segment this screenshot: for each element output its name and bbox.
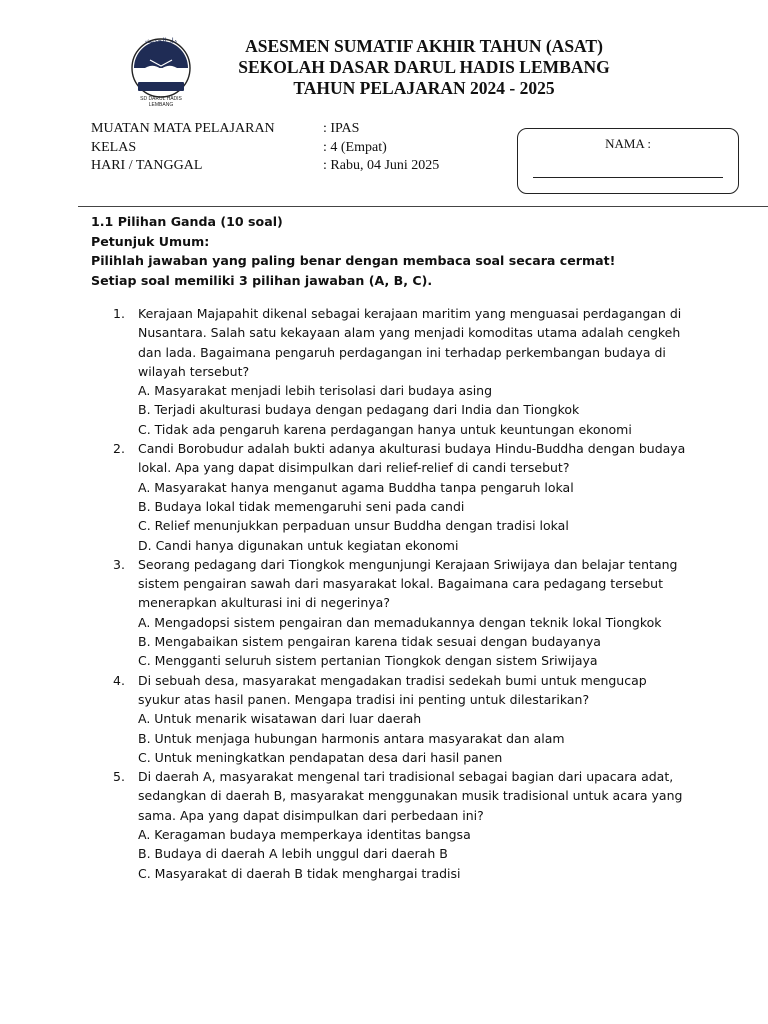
question-number: 5.	[113, 769, 125, 785]
question-text: Kerajaan Majapahit dikenal sebagai kerajaan maritim yang menguasai perdagangan di Nusantara. Salah satu kekayaan alam yang menjadi komoditas utama adalah cengkeh dan lada. Bagaimana pengaruh perdagangan ini terhadap perkembangan budaya di wilayah tersebut?	[138, 306, 682, 379]
question-list	[91, 304, 691, 883]
answer-option[interactable]: A. Untuk menarik wisatawan dari luar daerah	[138, 711, 422, 727]
answer-option[interactable]: A. Keragaman budaya memperkaya identitas bangsa	[138, 827, 471, 843]
info-value: : 4 (Empat)	[323, 139, 387, 155]
question-number: 2.	[113, 441, 125, 457]
info-row-class	[91, 139, 439, 158]
name-box[interactable]	[517, 128, 739, 194]
question-number: 1.	[113, 306, 125, 321]
logo-caption	[128, 96, 194, 108]
instruction-line-2: Setiap soal memiliki 3 pilihan jawaban (A, B, C).	[91, 272, 433, 288]
info-value: : Rabu, 04 Juni 2025	[323, 158, 440, 173]
answer-option[interactable]: B. Budaya lokal tidak memengaruhi seni pada candi	[138, 498, 465, 514]
answer-option[interactable]: B. Mengabaikan sistem pengairan karena tidak sesuai dengan budayanya	[138, 634, 601, 650]
section-heading: 1.1 Pilihan Ganda (10 soal)	[91, 214, 283, 229]
info-label: HARI / TANGGAL	[91, 158, 203, 173]
info-value: : IPAS	[323, 121, 360, 136]
book-emblem-icon	[128, 38, 194, 104]
logo-caption-line1: SD DARUL HADIS	[140, 96, 182, 102]
info-row-subject	[91, 120, 439, 139]
answer-option[interactable]: A. Mengadopsi sistem pengairan dan memadukannya dengan teknik lokal Tiongkok	[138, 614, 662, 630]
answer-option[interactable]: C. Mengganti seluruh sistem pertanian Tiongkok dengan sistem Sriwijaya	[138, 653, 598, 669]
question-item	[91, 671, 691, 767]
header-divider	[78, 206, 768, 207]
logo-arabic-text: دار الحديث	[145, 37, 177, 45]
answer-option[interactable]: C. Untuk meningkatkan pendapatan desa dari hasil panen	[138, 749, 503, 765]
document-title	[210, 36, 638, 99]
question-item	[91, 304, 691, 439]
instruction-line-1: Pilihlah jawaban yang paling benar dengan membaca soal secara cermat!	[91, 253, 616, 268]
info-label: MUATAN MATA PELAJARAN	[91, 121, 275, 136]
question-item	[91, 555, 691, 671]
school-logo	[128, 38, 194, 104]
question-text: Di daerah A, masyarakat mengenal tari tradisional sebagai bagian dari upacara adat, sedangkan di daerah B, masyarakat menggunakan musik tradisional untuk acara yang sama. Apa yang dapat disimpulkan dari perbedaan ini?	[138, 769, 683, 823]
question-text: Seorang pedagang dari Tiongkok mengunjungi Kerajaan Sriwijaya dan belajar tentang sistem pengairan sawah dari masyarakat lokal. Bagaimana cara pedagang tersebut menerapkan akulturasi ini di negerinya?	[138, 556, 678, 611]
answer-option[interactable]: B. Budaya di daerah A lebih unggul dari daerah B	[138, 846, 448, 862]
answer-option[interactable]: C. Masyarakat di daerah B tidak menghargai tradisi	[138, 865, 461, 881]
name-label: NAMA :	[605, 136, 651, 151]
question-number: 4.	[113, 672, 125, 688]
title-line2: SEKOLAH DASAR DARUL HADIS LEMBANG	[238, 57, 610, 77]
title-line1: ASESMEN SUMATIF AKHIR TAHUN (ASAT)	[245, 36, 603, 56]
question-text: Di sebuah desa, masyarakat mengadakan tradisi sedekah bumi untuk mengucap syukur atas hasil panen. Mengapa tradisi ini penting untuk dilestarikan?	[138, 672, 647, 707]
question-text: Candi Borobudur adalah bukti adanya akulturasi budaya Hindu-Buddha dengan budaya lokal. Apa yang dapat disimpulkan dari relief-relief di candi tersebut?	[138, 441, 686, 476]
title-line3: TAHUN PELAJARAN 2024 - 2025	[293, 78, 555, 98]
question-item	[91, 439, 691, 555]
answer-option[interactable]: C. Relief menunjukkan perpaduan unsur Buddha dengan tradisi lokal	[138, 518, 569, 534]
name-write-line[interactable]	[533, 177, 723, 178]
answer-option[interactable]: A. Masyarakat hanya menganut agama Buddha tanpa pengaruh lokal	[138, 479, 574, 495]
question-item	[91, 767, 691, 883]
answer-option[interactable]: B. Terjadi akulturasi budaya dengan pedagang dari India dan Tiongkok	[138, 402, 580, 418]
question-number: 3.	[113, 556, 125, 572]
answer-option[interactable]: B. Untuk menjaga hubungan harmonis antara masyarakat dan alam	[138, 730, 565, 746]
answer-option[interactable]: D. Candi hanya digunakan untuk kegiatan ekonomi	[138, 537, 459, 553]
info-label: KELAS	[91, 139, 137, 155]
instructions	[91, 212, 711, 290]
logo-caption-line2: LEMBANG	[148, 102, 174, 108]
answer-option[interactable]: A. Masyarakat menjadi lebih terisolasi dari budaya asing	[138, 383, 493, 399]
exam-info	[91, 120, 439, 176]
general-instructions-label: Petunjuk Umum:	[91, 233, 210, 249]
answer-option[interactable]: C. Tidak ada pengaruh karena perdagangan hanya untuk keuntungan ekonomi	[138, 421, 632, 437]
info-row-date	[91, 157, 439, 176]
